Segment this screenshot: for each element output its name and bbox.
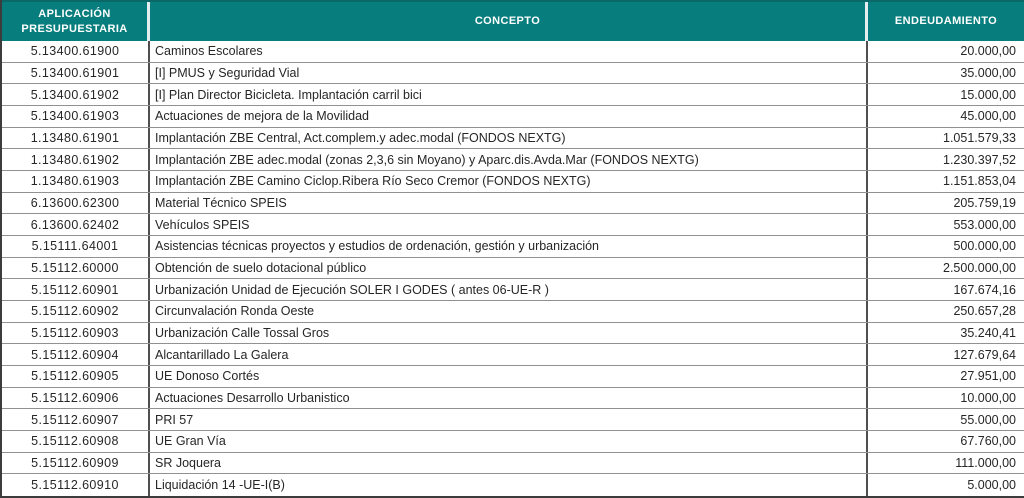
- row-concept-cell: Circunvalación Ronda Oeste: [150, 301, 868, 322]
- row-code-cell: 5.15112.60901: [2, 279, 150, 300]
- table-row: [2, 409, 1024, 431]
- row-code-cell: 1.13480.61901: [2, 128, 150, 149]
- table-row: [2, 301, 1024, 323]
- table-row: [2, 388, 1024, 410]
- table-row: [2, 453, 1024, 475]
- row-code-cell: 5.15112.60905: [2, 366, 150, 387]
- table-row: [2, 258, 1024, 280]
- row-concept-cell: Alcantarillado La Galera: [150, 344, 868, 365]
- row-amount-cell: 5.000,00: [967, 478, 1016, 493]
- row-concept-cell: Actuaciones de mejora de la Movilidad: [150, 106, 868, 127]
- row-code-cell: 6.13600.62402: [2, 214, 150, 235]
- row-amount-cell: 127.679,64: [953, 347, 1016, 362]
- table-row: [2, 431, 1024, 453]
- row-code-cell: 5.13400.61903: [2, 106, 150, 127]
- row-amount-cell: 553.000,00: [953, 217, 1016, 232]
- row-code-cell: 6.13600.62300: [2, 193, 150, 214]
- table-row: [2, 323, 1024, 345]
- table-row: [2, 171, 1024, 193]
- row-amount-cell: 111.000,00: [955, 455, 1016, 470]
- row-amount-cell: 67.760,00: [960, 434, 1016, 449]
- table-row: [2, 214, 1024, 236]
- table-row: [2, 41, 1024, 63]
- row-code-cell: 5.15112.60000: [2, 258, 150, 279]
- row-amount-cell: 45.000,00: [960, 109, 1016, 124]
- table-row: [2, 236, 1024, 258]
- row-concept-cell: UE Gran Vía: [150, 431, 868, 452]
- table-row: [2, 63, 1024, 85]
- row-code-cell: 5.15112.60907: [2, 409, 150, 430]
- row-amount-cell: 55.000,00: [960, 412, 1016, 427]
- row-concept-cell: Material Técnico SPEIS: [150, 193, 868, 214]
- row-amount-cell: 35.240,41: [960, 325, 1016, 340]
- row-concept-cell: Vehículos SPEIS: [150, 214, 868, 235]
- row-concept-cell: Caminos Escolares: [150, 41, 868, 62]
- row-code-cell: 1.13480.61902: [2, 149, 150, 170]
- table-row: [2, 106, 1024, 128]
- row-amount-cell: 205.759,19: [953, 195, 1016, 210]
- row-amount-cell: 167.674,16: [953, 282, 1016, 297]
- row-amount-cell: 20.000,00: [960, 44, 1016, 59]
- row-concept-cell: Urbanización Calle Tossal Gros: [150, 323, 868, 344]
- row-concept-cell: Asistencias técnicas proyectos y estudios de ordenación, gestión y urbanización: [150, 236, 868, 257]
- row-amount-cell: 27.951,00: [960, 369, 1016, 384]
- row-concept-cell: PRI 57: [150, 409, 868, 430]
- row-concept-cell: Obtención de suelo dotacional público: [150, 258, 868, 279]
- row-concept-cell: Urbanización Unidad de Ejecución SOLER I GODES ( antes 06-UE-R ): [150, 279, 868, 300]
- table-row: [2, 149, 1024, 171]
- table-row: [2, 84, 1024, 106]
- row-code-cell: 5.15112.60906: [2, 388, 150, 409]
- table-row: [2, 128, 1024, 150]
- table-body: [2, 41, 1024, 496]
- table-row: [2, 344, 1024, 366]
- row-concept-cell: [I] Plan Director Bicicleta. Implantación carril bici: [150, 84, 868, 105]
- row-amount-cell: 1.230.397,52: [943, 152, 1016, 167]
- header-cell-aplicacion-presupuestaria: APLICACIÓN PRESUPUESTARIA: [2, 2, 150, 41]
- row-concept-cell: [I] PMUS y Seguridad Vial: [150, 63, 868, 84]
- row-amount-cell: 500.000,00: [953, 239, 1016, 254]
- row-code-cell: 5.15112.60910: [2, 474, 150, 496]
- header-cell-endeudamiento: ENDEUDAMIENTO: [894, 15, 998, 28]
- row-concept-cell: SR Joquera: [150, 453, 868, 474]
- row-concept-cell: Actuaciones Desarrollo Urbanistico: [150, 388, 868, 409]
- row-amount-cell: 250.657,28: [953, 304, 1016, 319]
- row-concept-cell: Implantación ZBE adec.modal (zonas 2,3,6 sin Moyano) y Aparc.dis.Avda.Mar (FONDOS NEXTG): [150, 149, 868, 170]
- row-amount-cell: 10.000,00: [960, 390, 1016, 405]
- row-amount-cell: 2.500.000,00: [943, 260, 1016, 275]
- row-amount-cell: 1.151.853,04: [943, 174, 1016, 189]
- table-row: [2, 193, 1024, 215]
- row-concept-cell: Implantación ZBE Central, Act.complem.y adec.modal (FONDOS NEXTG): [150, 128, 868, 149]
- table-header: [2, 0, 1024, 41]
- table-row: [2, 279, 1024, 301]
- header-cell-concepto: CONCEPTO: [150, 2, 868, 41]
- row-code-cell: 5.15112.60909: [2, 453, 150, 474]
- row-code-cell: 5.13400.61902: [2, 84, 150, 105]
- row-concept-cell: Implantación ZBE Camino Ciclop.Ribera Río Seco Cremor (FONDOS NEXTG): [150, 171, 868, 192]
- row-code-cell: 5.13400.61901: [2, 63, 150, 84]
- table-row: [2, 366, 1024, 388]
- row-code-cell: 5.15112.60903: [2, 323, 150, 344]
- row-code-cell: 5.15112.60904: [2, 344, 150, 365]
- row-amount-cell: 35.000,00: [960, 65, 1016, 80]
- row-code-cell: 5.15111.64001: [2, 236, 150, 257]
- row-concept-cell: Liquidación 14 -UE-I(B): [150, 474, 868, 496]
- row-code-cell: 5.13400.61900: [2, 41, 150, 62]
- row-amount-cell: 15.000,00: [960, 87, 1016, 102]
- row-concept-cell: UE Donoso Cortés: [150, 366, 868, 387]
- table-row: [2, 474, 1024, 496]
- row-code-cell: 5.15112.60902: [2, 301, 150, 322]
- row-code-cell: 1.13480.61903: [2, 171, 150, 192]
- row-code-cell: 5.15112.60908: [2, 431, 150, 452]
- row-amount-cell: 1.051.579,33: [943, 130, 1016, 145]
